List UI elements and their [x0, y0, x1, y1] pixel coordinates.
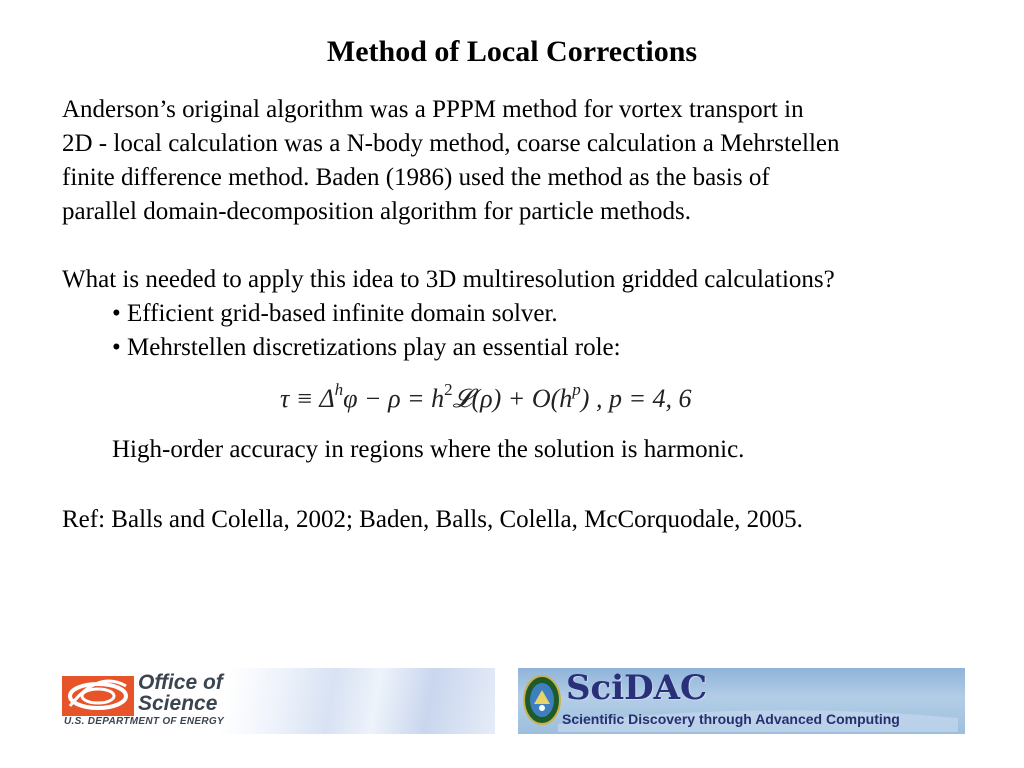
- slide-title: Method of Local Corrections: [326, 35, 698, 68]
- equation-rho: (ρ) + O(h: [471, 384, 573, 413]
- scidac-wordmark: SciDAC: [566, 668, 708, 708]
- office-line1: Office of: [138, 671, 223, 694]
- bullet-item: • Efficient grid-based infinite domain solver.: [112, 300, 558, 327]
- doe-label: U.S. DEPARTMENT OF ENERGY: [64, 716, 224, 727]
- mehrstellen-equation: [280, 382, 691, 416]
- equation-sup-h: h: [334, 380, 344, 399]
- equation-lhs: τ ≡ Δ: [280, 384, 335, 413]
- equation-sup-p: p: [572, 380, 581, 399]
- scidac-logo: [518, 668, 965, 734]
- paragraph-harmonic: [62, 433, 962, 467]
- office-of-science-logo: [60, 668, 495, 734]
- paragraph-question: [62, 263, 962, 365]
- paragraph-anderson: [62, 93, 962, 229]
- reference-text: Ref: Balls and Colella, 2002; Baden, Balls, Colella, McCorquodale, 2005.: [62, 506, 803, 533]
- office-line2: Science: [138, 692, 218, 715]
- paragraph-reference: [62, 503, 962, 537]
- equation-sup-2: 2: [444, 380, 453, 399]
- paragraph-line: finite difference method. Baden (1986) used the method as the basis of: [62, 164, 770, 191]
- paragraph-line: Anderson’s original algorithm was a PPPM method for vortex transport in: [62, 96, 804, 123]
- office-of-science-swirl-icon: [62, 676, 134, 716]
- equation-mid: φ − ρ = h: [343, 384, 445, 413]
- paragraph-line: 2D - local calculation was a N-body method, coarse calculation a Mehrstellen: [62, 130, 840, 157]
- doe-seal-icon: [522, 674, 562, 726]
- equation-tail: ) , p = 4, 6: [580, 384, 692, 413]
- office-of-science-wordmark: [138, 672, 223, 714]
- question-text: What is needed to apply this idea to 3D multiresolution gridded calculations?: [62, 266, 835, 293]
- harmonic-note: High-order accuracy in regions where the solution is harmonic.: [112, 436, 745, 463]
- equation-operator-l: 𝓛: [452, 384, 472, 414]
- scidac-tagline: Scientific Discovery through Advanced Computing: [562, 711, 900, 727]
- paragraph-line: parallel domain-decomposition algorithm for particle methods.: [62, 198, 691, 225]
- bullet-item: • Mehrstellen discretizations play an essential role:: [112, 334, 621, 361]
